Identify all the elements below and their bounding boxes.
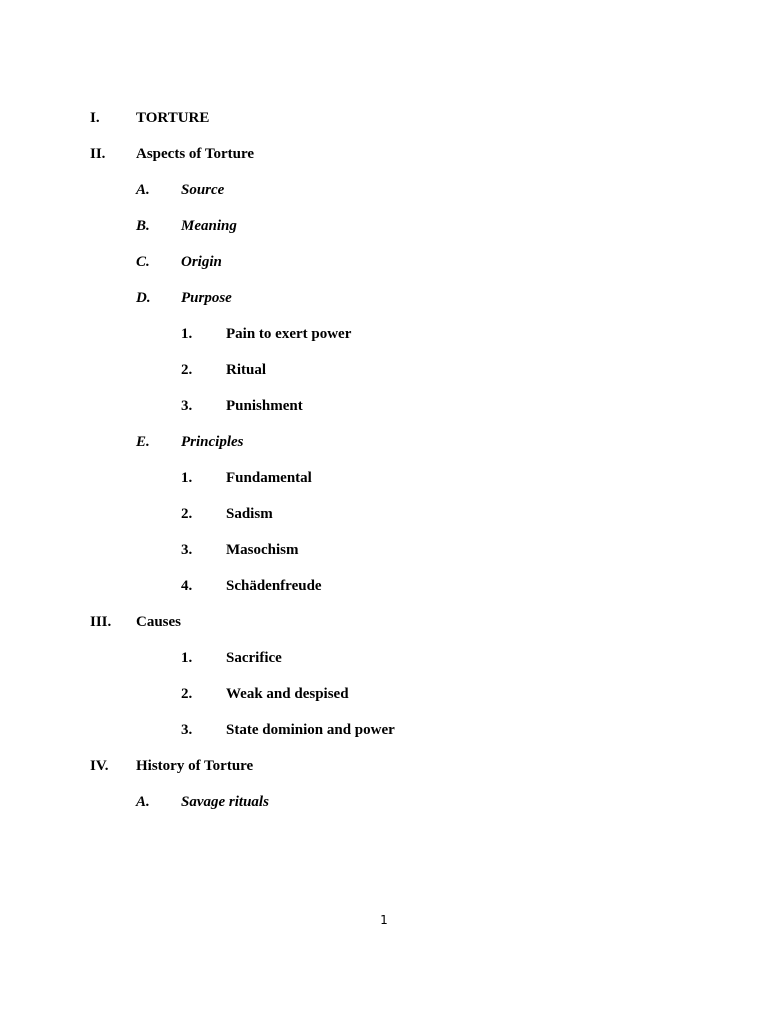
outline-text: Causes — [136, 614, 182, 630]
outline-text: History of Torture — [136, 758, 254, 774]
outline-item — [0, 144, 768, 180]
outline-marker: 1. — [181, 650, 193, 666]
outline-item — [0, 576, 768, 612]
outline-text: Principles — [181, 434, 244, 450]
outline-item — [0, 324, 768, 360]
outline-text: Sacrifice — [226, 650, 282, 666]
outline-text: Weak and despised — [226, 686, 349, 702]
outline-text: TORTURE — [136, 110, 210, 126]
outline-marker: I. — [90, 110, 100, 126]
outline-marker: 2. — [181, 506, 193, 522]
outline-marker: IV. — [90, 758, 109, 774]
outline-marker: 1. — [181, 326, 193, 342]
outline-marker: 2. — [181, 362, 193, 378]
outline-item — [0, 180, 768, 216]
outline-item — [0, 720, 768, 756]
outline-text: Purpose — [181, 290, 232, 306]
outline-marker: A. — [136, 182, 150, 198]
outline-item — [0, 432, 768, 468]
outline-marker: B. — [136, 218, 150, 234]
outline-item — [0, 540, 768, 576]
outline-text: Origin — [181, 254, 222, 270]
outline-marker: 3. — [181, 722, 193, 738]
outline-item — [0, 792, 768, 828]
outline-text: Ritual — [226, 362, 267, 378]
outline-item — [0, 288, 768, 324]
outline-marker: 3. — [181, 542, 193, 558]
outline-text: Aspects of Torture — [136, 146, 255, 162]
outline-item — [0, 396, 768, 432]
outline-marker: III. — [90, 614, 112, 630]
outline-item — [0, 612, 768, 648]
outline-item — [0, 216, 768, 252]
outline-marker: 1. — [181, 470, 193, 486]
outline-text: Sadism — [226, 506, 273, 522]
outline-text: Masochism — [226, 542, 299, 558]
outline-marker: C. — [136, 254, 150, 270]
outline-text: Pain to exert power — [226, 326, 352, 342]
outline-text: State dominion and power — [226, 722, 395, 738]
outline-item — [0, 756, 768, 792]
outline-item — [0, 108, 768, 144]
outline-marker: A. — [136, 794, 150, 810]
outline-marker: 2. — [181, 686, 193, 702]
outline-item — [0, 648, 768, 684]
outline-marker: II. — [90, 146, 106, 162]
outline-list — [0, 108, 768, 828]
outline-text: Punishment — [226, 398, 303, 414]
outline-item — [0, 468, 768, 504]
outline-marker: E. — [136, 434, 150, 450]
page-number: 1 — [380, 913, 388, 927]
outline-text: Source — [181, 182, 225, 198]
outline-item — [0, 504, 768, 540]
outline-item — [0, 684, 768, 720]
outline-text: Meaning — [181, 218, 237, 234]
outline-marker: D. — [136, 290, 151, 306]
outline-item — [0, 360, 768, 396]
outline-text: Savage rituals — [181, 794, 269, 810]
outline-text: Schädenfreude — [226, 578, 322, 594]
outline-marker: 3. — [181, 398, 193, 414]
outline-item — [0, 252, 768, 288]
outline-marker: 4. — [181, 578, 193, 594]
outline-text: Fundamental — [226, 470, 312, 486]
